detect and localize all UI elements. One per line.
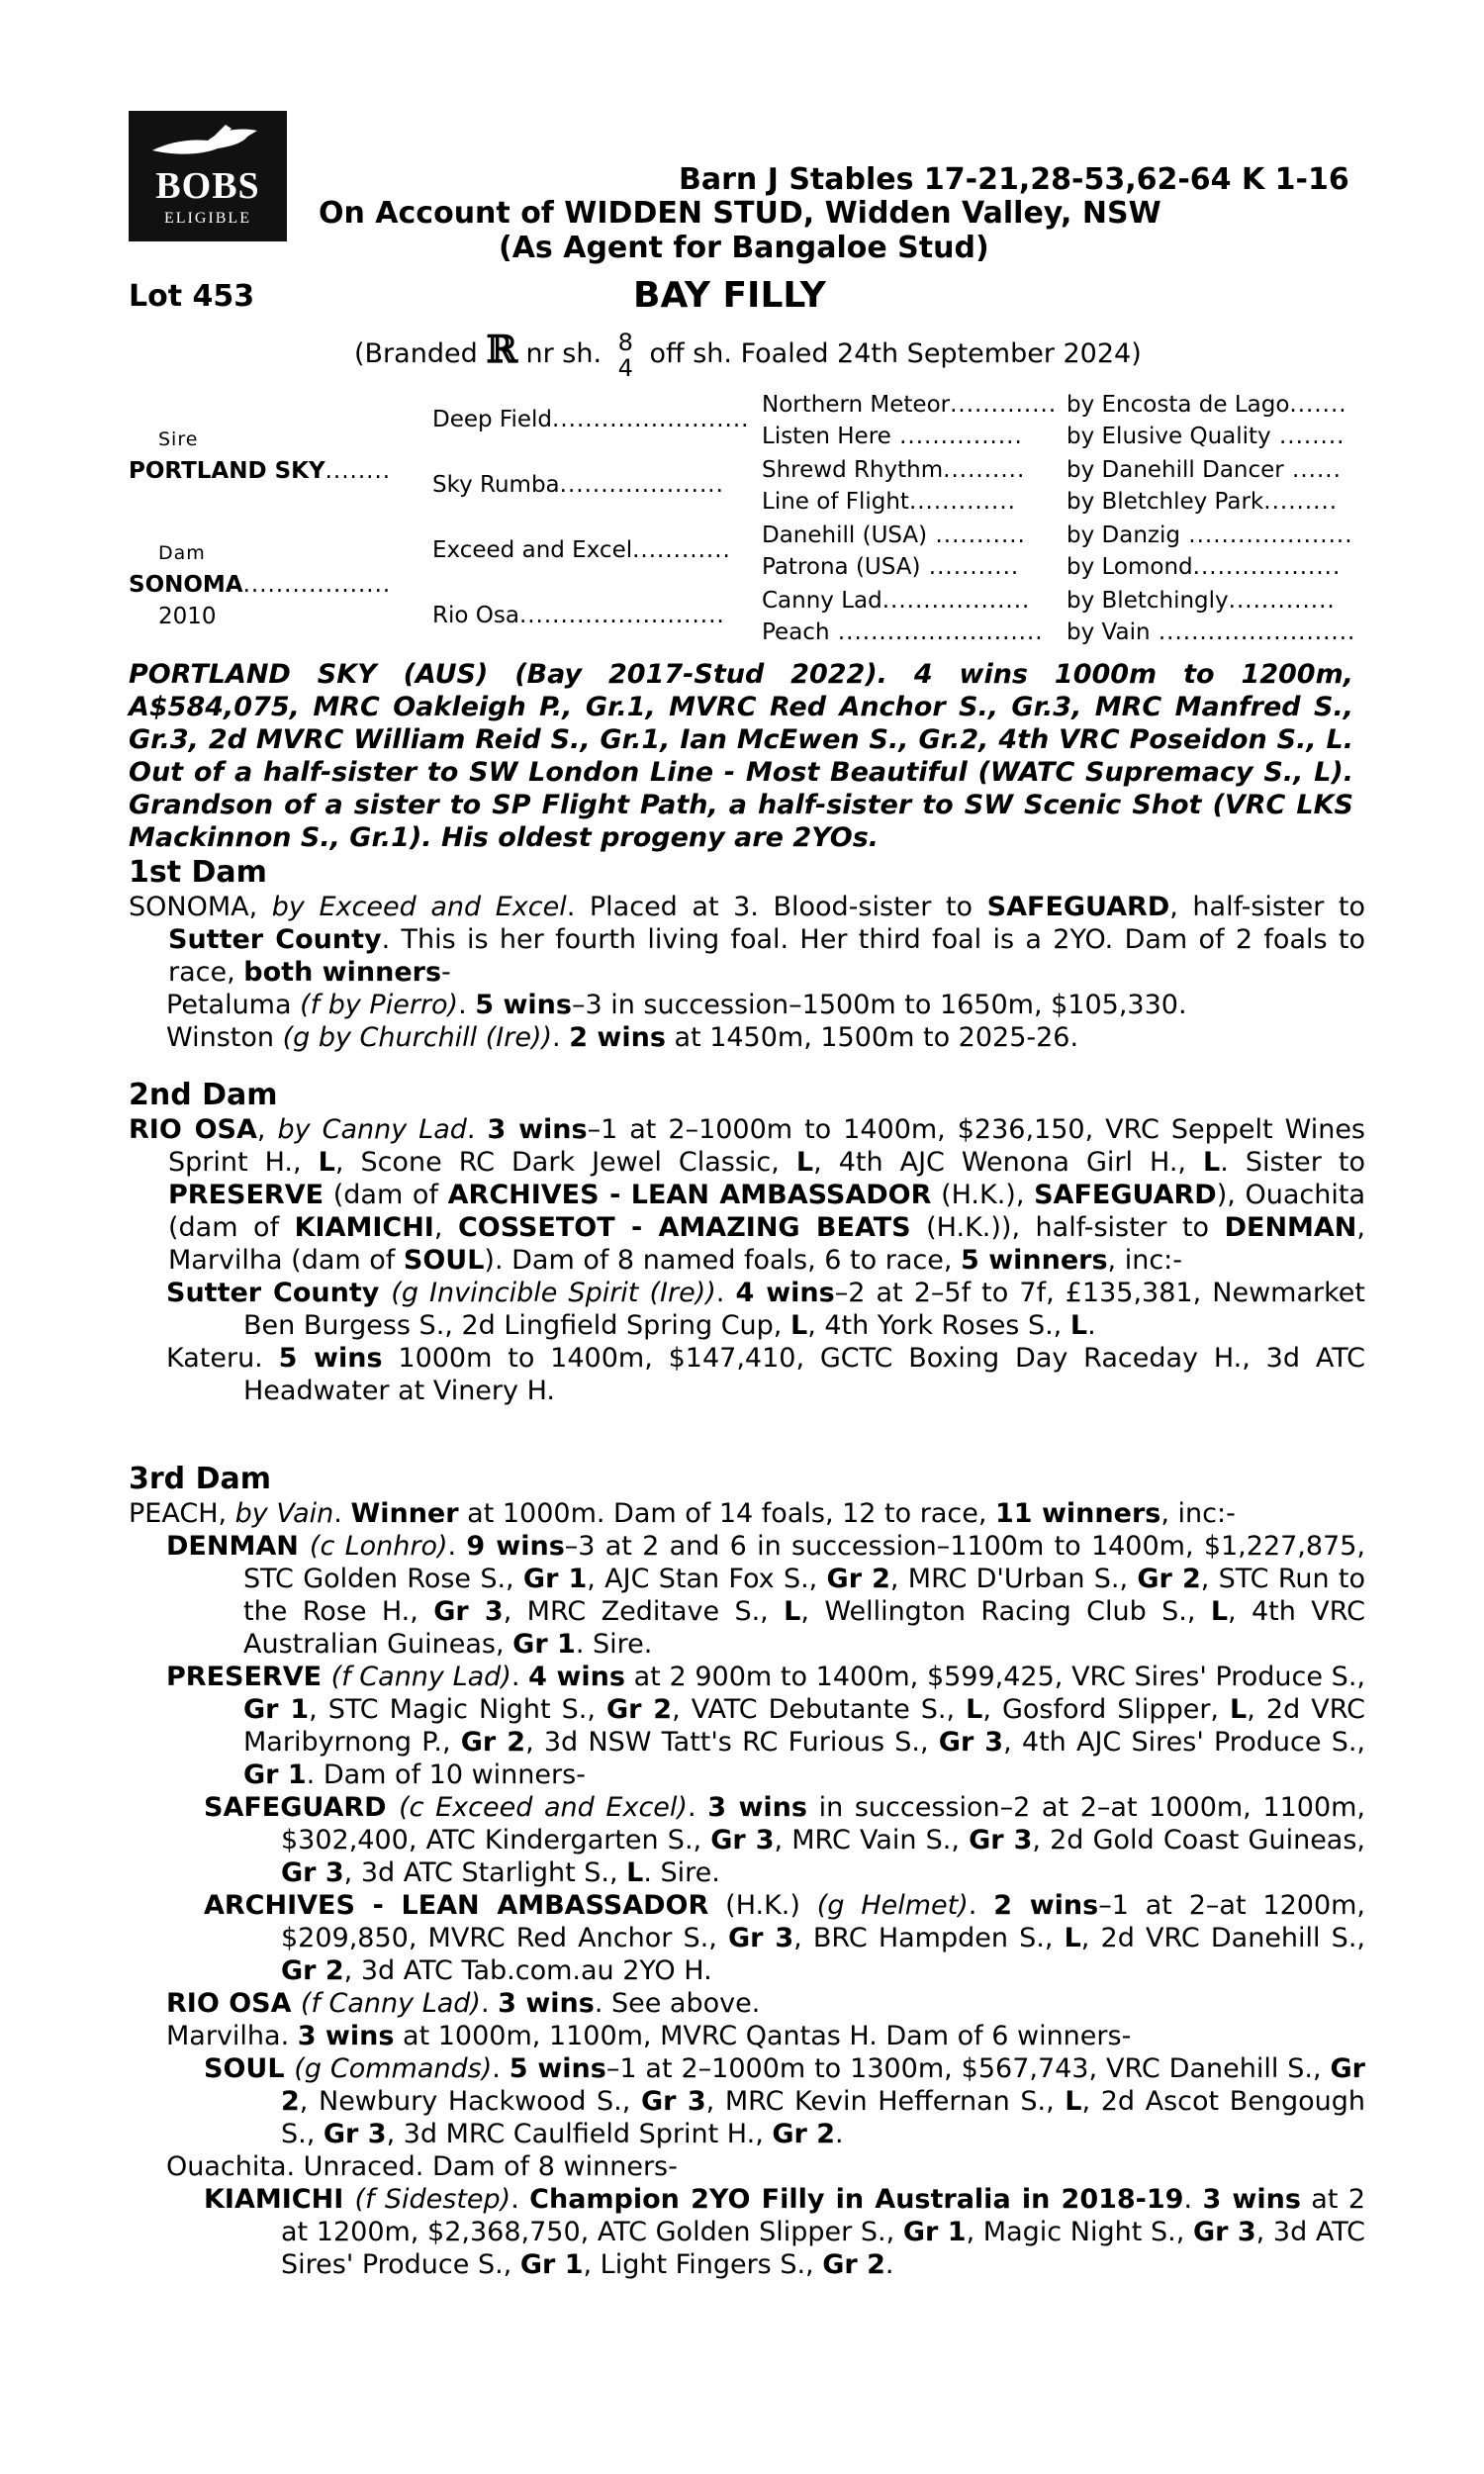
progeny-marvilha: Marvilha. 3 wins at 1000m, 1100m, MVRC Qantas H. Dam of 6 winners-	[166, 2021, 1132, 2051]
first-dam-entry: SONOMA, by Exceed and Excel. Placed at 3. Blood-sister to SAFEGUARD, half-sister to Sutter County. This is her fourth living foal. Her third foal is a 2YO. Dam of 2 foals to race, both winners-	[129, 892, 1366, 988]
ped-gen3-1: Northern Meteor.............	[762, 392, 1058, 418]
ped-gen3-6: Patrona (USA) ...........	[762, 554, 1020, 580]
sire-label: Sire	[158, 428, 199, 450]
progeny-kateru: Kateru. 5 wins 1000m to 1400m, $147,410, GCTC Boxing Day Raceday H., 3d ATC Headwater at Vinery H.	[166, 1343, 1365, 1406]
second-dam-heading: 2nd Dam	[129, 1078, 278, 1112]
ped-gen2-1: Deep Field........................	[432, 407, 750, 432]
bobs-eligible-logo	[129, 111, 287, 241]
ped-by-5: by Danzig ....................	[1067, 523, 1353, 548]
ped-gen2-2: Sky Rumba....................	[432, 472, 724, 498]
ped-by-4: by Bletchley Park.........	[1067, 489, 1339, 515]
progeny-ouachita: Ouachita. Unraced. Dam of 8 winners-	[166, 2151, 678, 2182]
brand-number	[618, 330, 633, 381]
brand-off: off sh. Foaled 24th September 2024)	[649, 338, 1142, 369]
first-dam-heading: 1st Dam	[129, 855, 267, 890]
ped-gen3-3: Shrewd Rhythm..........	[762, 457, 1026, 483]
third-dam-entry: PEACH, by Vain. Winner at 1000m. Dam of 14 foals, 12 to race, 11 winners, inc:-	[129, 1498, 1236, 1529]
progeny-archives: ARCHIVES - LEAN AMBASSADOR (H.K.) (g Helmet). 2 wins–1 at 2–at 1200m, $209,850, MVRC Red Anchor S., Gr 3, BRC Hampden S., L, 2d VRC Danehill S., Gr 2, 3d ATC Tab.com.au 2YO H.	[204, 1890, 1366, 1986]
ped-by-1: by Encosta de Lago.......	[1067, 392, 1347, 418]
brand-mark-icon: ℝ	[486, 327, 517, 371]
progeny-preserve: PRESERVE (f Canny Lad). 4 wins at 2 900m to 1400m, $599,425, VRC Sires' Produce S., Gr 1, STC Magic Night S., Gr 2, VATC Debutante S., L, Gosford Slipper, L, 2d VRC Maribyrnong P., Gr 2, 3d NSW Tatt's RC Furious S., Gr 3, 4th AJC Sires' Produce S., Gr 1. Dam of 10 winners-	[166, 1662, 1366, 1790]
ped-gen2-4: Rio Osa.........................	[432, 603, 725, 628]
lot-number: Lot 453	[129, 279, 255, 314]
ped-gen3-8: Peach .........................	[762, 619, 1044, 645]
logo-subtext: ELIGIBLE	[164, 210, 251, 227]
dam-label: Dam	[158, 542, 206, 564]
ped-gen2-3: Exceed and Excel............	[432, 537, 731, 563]
brand-near: nr sh.	[525, 338, 603, 369]
ped-by-3: by Danehill Dancer ......	[1067, 457, 1342, 483]
ped-by-8: by Vain ........................	[1067, 619, 1356, 645]
progeny-sutter-county: Sutter County (g Invincible Spirit (Ire)). 4 wins–2 at 2–5f to 7f, £135,381, Newmarket Ben Burgess S., 2d Lingfield Spring Cup, L, 4th York Roses S., L.	[166, 1278, 1365, 1341]
second-dam-section	[129, 1079, 1365, 1407]
horse-title: BAY FILLY	[633, 275, 826, 316]
horse-icon	[148, 121, 267, 164]
progeny-denman: DENMAN (c Lonhro). 9 wins–3 at 2 and 6 in succession–1100m to 1400m, $1,227,875, STC Golden Rose S., Gr 1, AJC Stan Fox S., Gr 2, MRC D'Urban S., Gr 2, STC Run to the Rose H., Gr 3, MRC Zeditave S., L, Wellington Racing Club S., L, 4th VRC Australian Guineas, Gr 1. Sire.	[166, 1531, 1366, 1660]
progeny-safeguard: SAFEGUARD (c Exceed and Excel). 3 wins in succession–2 at 2–at 1000m, 1100m, $302,400, ATC Kindergarten S., Gr 3, MRC Vain S., Gr 3, 2d Gold Coast Guineas, Gr 3, 3d ATC Starlight S., L. Sire.	[204, 1792, 1366, 1888]
first-dam-section	[129, 856, 1365, 1054]
brand-prefix: (Branded	[354, 338, 478, 369]
dam-name: SONOMA..................	[129, 572, 392, 598]
ped-gen3-5: Danehill (USA) ...........	[762, 523, 1026, 548]
progeny-winston: Winston (g by Churchill (Ire)). 2 wins at 1450m, 1500m to 2025-26.	[166, 1022, 1079, 1053]
progeny-kiamichi: KIAMICHI (f Sidestep). Champion 2YO Filly in Australia in 2018-19. 3 wins at 2 at 1200m, $2,368,750, ATC Golden Slipper S., Gr 1, Magic Night S., Gr 3, 3d ATC Sires' Produce S., Gr 1, Light Fingers S., Gr 2.	[204, 2184, 1366, 2280]
ped-by-6: by Lomond..................	[1067, 554, 1342, 580]
dam-foaled: 2010	[158, 604, 217, 629]
progeny-soul: SOUL (g Commands). 5 wins–1 at 2–1000m to 1300m, $567,743, VRC Danehill S., Gr 2, Newbury Hackwood S., Gr 3, MRC Kevin Heffernan S., L, 2d Ascot Bengough S., Gr 3, 3d MRC Caulfield Sprint H., Gr 2.	[204, 2053, 1365, 2149]
progeny-rio-osa: RIO OSA (f Canny Lad). 3 wins. See above.	[166, 1988, 761, 2019]
logo-text: BOBS	[155, 165, 260, 207]
agent-line: (As Agent for Bangaloe Stud)	[499, 231, 989, 265]
ped-gen3-7: Canny Lad..................	[762, 588, 1031, 614]
second-dam-entry: RIO OSA, by Canny Lad. 3 wins–1 at 2–1000m to 1400m, $236,150, VRC Seppelt Wines Sprint H., L, Scone RC Dark Jewel Classic, L, 4th AJC Wenona Girl H., L. Sister to PRESERVE (dam of ARCHIVES - LEAN AMBASSADOR (H.K.), SAFEGUARD), Ouachita (dam of KIAMICHI, COSSETOT - AMAZING BEATS (H.K.)), half-sister to DENMAN, Marvilha (dam of SOUL). Dam of 8 named foals, 6 to race, 5 winners, inc:-	[129, 1114, 1366, 1276]
brand-line	[354, 327, 1142, 381]
third-dam-heading: 3rd Dam	[129, 1462, 271, 1496]
sire-name: PORTLAND SKY........	[129, 458, 392, 484]
ped-gen3-2: Listen Here ...............	[762, 424, 1023, 449]
progeny-petaluma: Petaluma (f by Pierro). 5 wins–3 in succession–1500m to 1650m, $105,330.	[166, 990, 1187, 1020]
brand-num-bottom: 4	[617, 353, 633, 382]
brand-num-top: 8	[617, 328, 633, 356]
sire-summary: PORTLAND SKY (AUS) (Bay 2017-Stud 2022). 4 wins 1000m to 1200m, A$584,075, MRC Oakleigh P., Gr.1, MVRC Red Anchor S., Gr.3, MRC Manfred S., Gr.3, 2d MVRC William Reid S., Gr.1, Ian McEwen S., Gr.2, 4th VRC Poseidon S., L. Out of a half-sister to SW London Line - Most Beautiful (WATC Supremacy S., L). Grandson of a sister to SP Flight Path, a half-sister to SW Scenic Shot (VRC LKS Mackinnon S., Gr.1). His oldest progeny are 2YOs.	[129, 659, 1353, 853]
third-dam-section	[129, 1463, 1365, 2281]
barn-location: Barn J Stables 17-21,28-53,62-64 K 1-16	[679, 162, 1349, 197]
ped-by-2: by Elusive Quality ........	[1067, 424, 1345, 449]
ped-gen3-4: Line of Flight.............	[762, 489, 1016, 515]
ped-by-7: by Bletchingly.............	[1067, 588, 1336, 614]
vendor-line: On Account of WIDDEN STUD, Widden Valley, NSW	[319, 196, 1161, 231]
